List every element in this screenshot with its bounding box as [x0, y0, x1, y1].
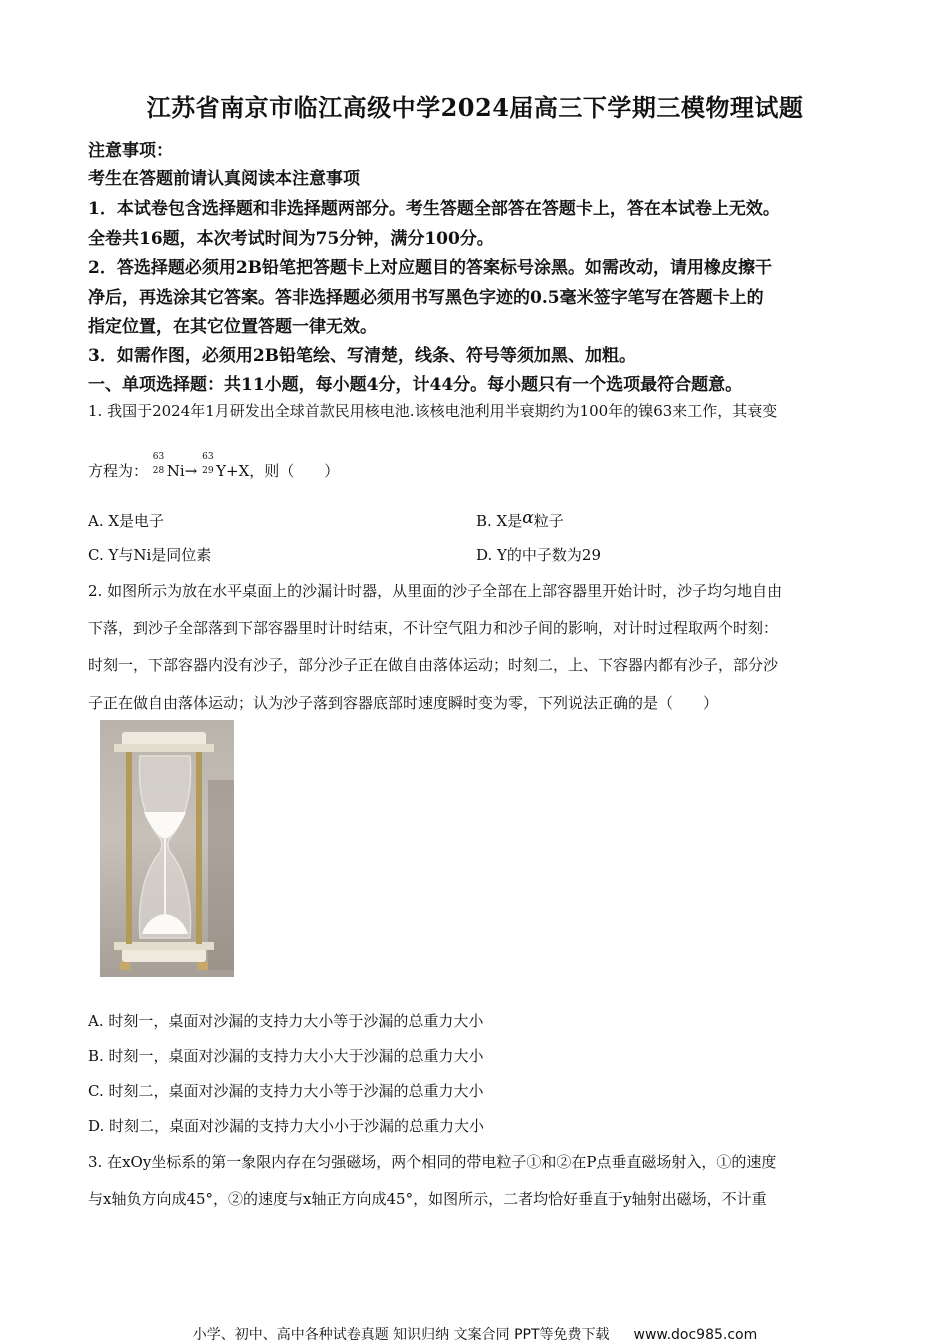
q2-stem-line2: 下落，到沙子全部落到下部容器里时计时结束，不计空气阻力和沙子间的影响，对计时过程取两个时刻： [88, 619, 779, 637]
notice-item-3: 3．如需作图，必须用2B铅笔绘、写清楚，线条、符号等须加黑、加粗。 [88, 346, 637, 366]
q1-equation-rest: Y+X，则（ ） [216, 462, 340, 480]
q1-option-b-suffix: 粒子 [533, 512, 564, 530]
y-mass-number: 63 [202, 452, 214, 462]
q1-stem-line2 [88, 452, 340, 482]
q2-stem-line1: 2. 如图所示为放在水平桌面上的沙漏计时器，从里面的沙子全部在上部容器里开始计时，沙子均匀地自由 [88, 582, 783, 600]
y-nuclide-numbers [202, 452, 216, 482]
q2-option-c: C. 时刻二，桌面对沙漏的支持力大小等于沙漏的总重力大小 [88, 1082, 484, 1100]
q2-stem-line3: 时刻一，下部容器内没有沙子，部分沙子正在做自由落体运动；时刻二，上、下容器内都有沙子，部分沙 [88, 656, 779, 674]
q1-option-d: D. Y的中子数为29 [476, 546, 602, 564]
notice-heading: 注意事项： [88, 141, 173, 161]
footer-link[interactable]: www.doc985.com [633, 1327, 758, 1343]
q1-option-b [476, 508, 564, 531]
notice-item-2a: 2．答选择题必须用2B铅笔把答题卡上对应题目的答案标号涂黑。如需改动，请用橡皮擦干 [88, 258, 773, 278]
hourglass-icon [100, 720, 234, 977]
q1-option-a: A. X是电子 [88, 512, 165, 530]
q2-stem-line4: 子正在做自由落体运动；认为沙子落到容器底部时速度瞬时变为零，下列说法正确的是（ ） [88, 694, 719, 712]
ni-mass-number: 63 [152, 452, 165, 462]
q1-equation-prefix: 方程为： [88, 462, 149, 480]
q2-option-a: A. 时刻一，桌面对沙漏的支持力大小等于沙漏的总重力大小 [88, 1012, 484, 1030]
q2-option-b: B. 时刻一，桌面对沙漏的支持力大小大于沙漏的总重力大小 [88, 1047, 484, 1065]
ni-symbol: Ni [166, 462, 185, 480]
notice-item-1b: 全卷共16题，本次考试时间为75分钟，满分100分。 [88, 229, 494, 249]
q1-option-c: C. Y与Ni是同位素 [88, 546, 212, 564]
hourglass-photo [100, 720, 234, 977]
q1-stem-line1: 1. 我国于2024年1月研发出全球首款民用核电池.该核电池利用半衰期约为100年的镍63来工作，其衰变 [88, 402, 778, 420]
alpha-symbol: α [522, 508, 534, 528]
notice-item-1a: 1．本试卷包含选择题和非选择题两部分。考生答题全部答在答题卡上，答在本试卷上无效。 [88, 199, 780, 219]
ni-atomic-number: 28 [152, 466, 165, 476]
notice-intro: 考生在答题前请认真阅读本注意事项 [88, 169, 360, 189]
page-title: 江苏省南京市临江高级中学2024届高三下学期三模物理试题 [146, 93, 804, 122]
page-footer [0, 1324, 950, 1344]
notice-item-2b: 净后，再选涂其它答案。答非选择题必须用书写黑色字迹的0.5毫米签字笔写在答题卡上的 [88, 288, 764, 308]
q2-option-d: D. 时刻二，桌面对沙漏的支持力大小小于沙漏的总重力大小 [88, 1117, 485, 1135]
ni-nuclide-numbers [152, 452, 167, 482]
footer-text: 小学、初中、高中各种试卷真题 知识归纳 文案合同 PPT等免费下载 [192, 1327, 610, 1343]
y-atomic-number: 29 [202, 466, 214, 476]
q1-option-b-prefix: B. X是 [476, 512, 523, 530]
notice-item-2c: 指定位置，在其它位置答题一律无效。 [88, 317, 377, 337]
section-heading: 一、单项选择题：共11小题，每小题4分，计44分。每小题只有一个选项最符合题意。 [88, 375, 743, 395]
q3-stem-line2: 与x轴负方向成45°，②的速度与x轴正方向成45°，如图所示，二者均恰好垂直于y轴射出磁场，不计重 [88, 1190, 767, 1208]
q3-stem-line1: 3. 在xOy坐标系的第一象限内存在匀强磁场，两个相同的带电粒子①和②在P点垂直磁场射入，①的速度 [88, 1153, 777, 1171]
reaction-arrow: → [184, 462, 198, 480]
